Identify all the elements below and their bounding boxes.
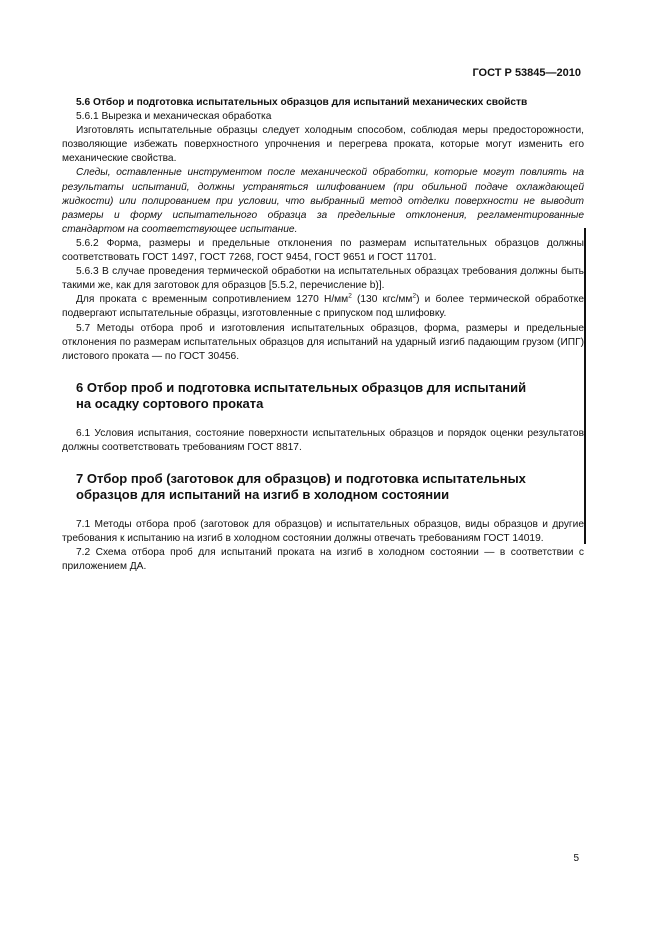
paragraph-cold-cutting: Изготовлять испытательные образцы следует холодным способом, соблюдая меры предосторожности, позволяющие избежать поверхностного упрочнения и перегрева проката, которые могут изменить его механические свойства. [62, 125, 584, 165]
clause-5-6-2: 5.6.2 Форма, размеры и предельные отклонения по размерам испытательных образцов должны соответствовать ГОСТ 1497, ГОСТ 7268, ГОСТ 9454, ГОСТ 9651 и ГОСТ 11701. [62, 237, 584, 264]
page-number: 5 [573, 853, 579, 864]
document-id-header: ГОСТ Р 53845—2010 [472, 67, 581, 79]
revision-change-bar [584, 228, 586, 544]
clause-7-2: 7.2 Схема отбора проб для испытаний проката на изгиб в холодном состоянии — в соответствии с приложением ДА. [62, 547, 584, 573]
strength-text-part-2: (130 кгс/мм [351, 294, 413, 306]
section-6-heading-line-1: 6 Отбор проб и подготовка испытательных образцов для испытаний [76, 379, 527, 395]
page-content [62, 96, 584, 574]
strength-text-part-3: ) и более термической обработке подвергают испытательные образцы, изготовленные с припуском под шлифовку. [62, 294, 584, 320]
clause-5-7: 5.7 Методы отбора проб и изготовления испытательных образцов, форма, размеры и предельные отклонения по размерам испытательных образцов для испытаний на ударный изгиб падающим грузом (ИПГ) листового проката — по ГОСТ 30456. [62, 322, 584, 362]
clause-5-6-3: 5.6.3 В случае проведения термической обработки на испытательных образцах требования должны быть такими же, как для заготовок для образцов [5.5.2, перечисление b)]. [62, 266, 584, 292]
clause-5-6-title: 5.6 Отбор и подготовка испытательных образцов для испытаний механических свойств [76, 97, 528, 108]
section-7-heading-line-2: образцов для испытаний на изгиб в холодном состоянии [76, 487, 450, 503]
clause-6-1: 6.1 Условия испытания, состояние поверхности испытательных образцов и порядок оценки результатов должны соответствовать требованиям ГОСТ 8817. [62, 427, 584, 453]
superscript-2-first: 2 [348, 292, 352, 300]
strength-text-part-1: Для проката с временным сопротивлением 1270 Н/мм [76, 294, 349, 306]
section-6-heading [62, 380, 584, 413]
clause-7-1: 7.1 Методы отбора проб (заготовок для образцов) и испытательных образцов, виды образцов и другие требования к испытанию на изгиб в холодном состоянии должны отвечать требованиям ГОСТ 14019. [62, 518, 584, 545]
clause-5-6-1: 5.6.1 Вырезка и механическая обработка [76, 111, 272, 123]
section-7-heading [62, 471, 584, 504]
superscript-2-second: 2 [412, 292, 417, 300]
section-6-heading-line-2: на осадку сортового проката [76, 396, 264, 412]
paragraph-strength-heat-treatment [62, 293, 584, 321]
paragraph-tool-marks-italic: Следы, оставленные инструментом после механической обработки, которые могут повлиять на результаты испытаний, должны устраняться шлифованием (при обильной подаче охлаждающей жидкости) или полированием при условии, что выбранный метод отделки поверхности не выводит размеры и форму испытательного образца за предельные отклонения, регламентированные стандартом на соответствующее испытание. [62, 167, 584, 235]
section-7-heading-line-1: 7 Отбор проб (заготовок для образцов) и подготовка испытательных [76, 470, 526, 486]
